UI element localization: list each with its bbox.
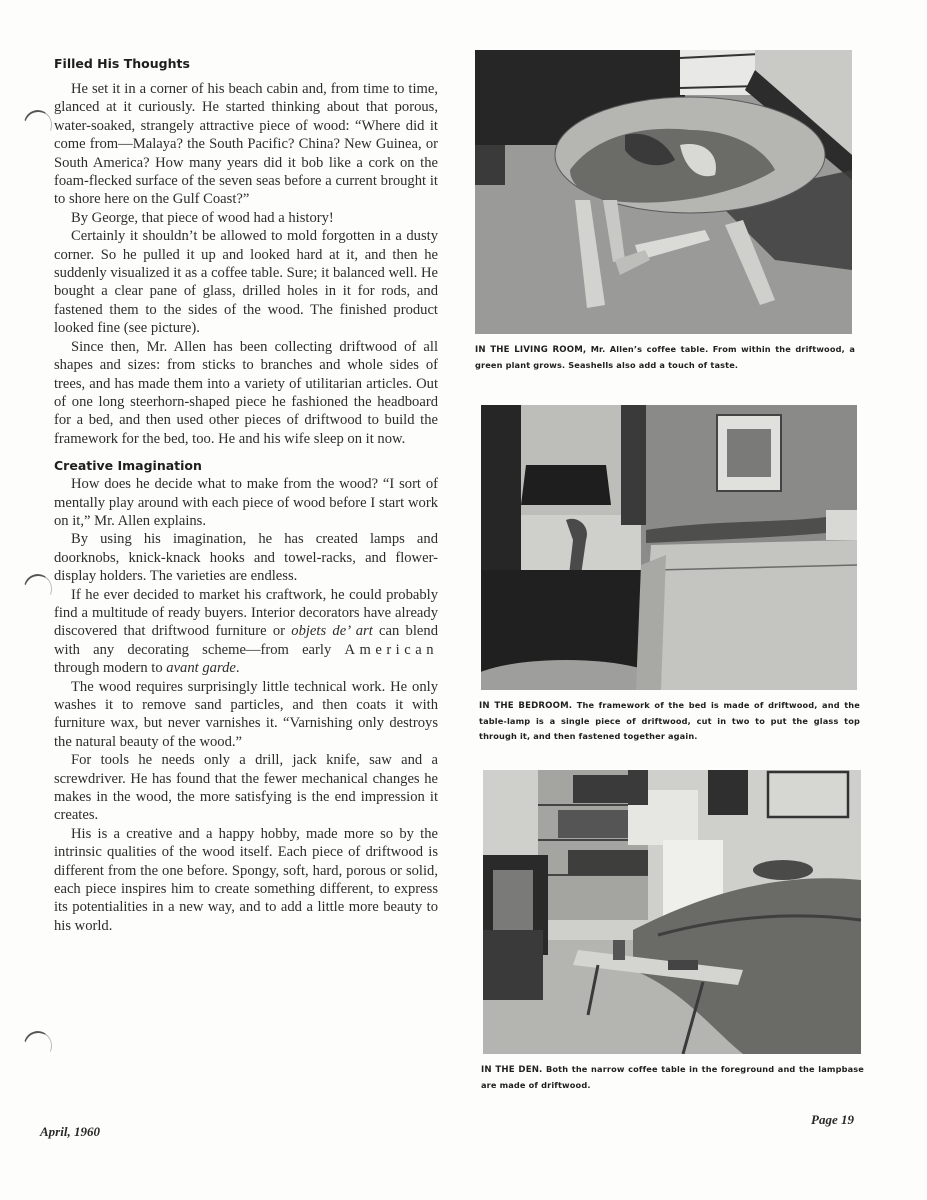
photo-caption-bedroom (479, 698, 860, 744)
den-image (483, 770, 861, 1054)
section-heading-filled-his-thoughts: Filled His Thoughts (54, 56, 190, 71)
article-column (54, 56, 438, 935)
caption-lead: IN THE LIVING ROOM, (475, 345, 587, 355)
paragraph: He set it in a corner of his beach cabin and, from time to time, glanced at it curiously. He started thinking about that porous, water-soaked, strangely attractive piece of wood: “Where did it come from—Malaya? the South Pacific? China? New Guinea, or South America? How many years did it bob like a cork on the foam-flecked surface of the seven seas before a current brought it to shore here on the Gulf Coast?” (54, 81, 438, 208)
photo-living-room-coffee-table (475, 50, 852, 334)
text-run: If he ever decided to market his craftwork, he could probably find a multitude of ready buyers. Interior decorators have already discovered that driftwood furniture or (54, 586, 438, 640)
italic-text: objets de’ art (291, 623, 373, 640)
photo-caption-living-room (475, 342, 855, 373)
section-heading-creative-imagination: Creative Imagination (54, 458, 202, 474)
paragraph: Certainly it shouldn’t be allowed to mold forgotten in a dusty corner. So he pulled it up and looked hard at it, and then he suddenly visualized it as a coffee table. Sure; it balanced well. He bought a clear pane of glass, drilled holes in it for rods, and fastened them to the sides of the wood. The finished product looked fine (see picture). (54, 228, 438, 337)
paragraph: By George, that piece of wood had a history! (71, 209, 334, 226)
italic-text: avant garde (166, 660, 236, 677)
caption-lead: IN THE BEDROOM. (479, 701, 573, 711)
photo-bedroom (481, 405, 857, 690)
caption-text: Mr. Allen’s coffee table. From within the driftwood, a green plant grows. Seashells also add a touch of taste. (475, 344, 855, 370)
paragraph: The wood requires surprisingly little technical work. He only washes it to remove sand particles, and then coats it with furniture wax, but never varnishes it. “Varnishing only destroys the natural beauty of the wood.” (54, 678, 438, 750)
punch-hole-mark-3 (20, 1027, 56, 1064)
punch-hole-mark-2 (20, 570, 56, 607)
photo-caption-den (481, 1062, 864, 1093)
paragraph: For tools he needs only a drill, jack knife, saw and a screwdriver. He has found that the fewer mechanical changes he makes in the wood, the more satisfying is the end impression it creates. (54, 752, 438, 824)
paragraph-market (54, 586, 438, 678)
letterspaced-text: American (344, 641, 438, 658)
bedroom-image (481, 405, 857, 690)
page-number: Page 19 (811, 1112, 854, 1127)
caption-lead: IN THE DEN. (481, 1065, 543, 1075)
coffee-table-image (475, 50, 852, 334)
paragraph: How does he decide what to make from the wood? “I sort of mentally play around with each piece of wood before I start work on it,” Mr. Allen explains. (54, 476, 438, 529)
caption-text: Both the narrow coffee table in the foreground and the lampbase are made of driftwood. (481, 1064, 864, 1090)
caption-text: The framework of the bed is made of driftwood, and the table-lamp is a single piece of driftwood, cut in two to put the glass top through it, and then fastened together again. (479, 700, 860, 741)
text-run: can blend with any decorating scheme—from early (54, 623, 438, 658)
paragraph: His is a creative and a happy hobby, made more so by the intrinsic qualities of the wood itself. Each piece of driftwood is different from the one before. Spongy, soft, hard, porous or solid, each piece inspires him to create something different, to express its potentialities in a new way, and to add a little more beauty to his world. (54, 825, 438, 934)
text-run: . (235, 660, 240, 677)
text-run: through modern to (54, 660, 167, 677)
issue-date: April, 1960 (40, 1124, 100, 1139)
paragraph: Since then, Mr. Allen has been collecting driftwood of all shapes and sizes: from sticks to branches and whole sides of trees, and has made them into a variety of utilitarian articles. Out of one long steerhorn-shaped piece he fashioned the headboard for a bed, and then used other pieces of driftwood to build the framework for the bed, too. He and his wife sleep on it now. (54, 338, 438, 447)
punch-hole-mark-1 (20, 106, 56, 143)
paragraph: By using his imagination, he has created lamps and doorknobs, knick-knack hooks and towel-racks, and flower-display holders. The varieties are endless. (54, 531, 438, 585)
photo-den (483, 770, 861, 1054)
